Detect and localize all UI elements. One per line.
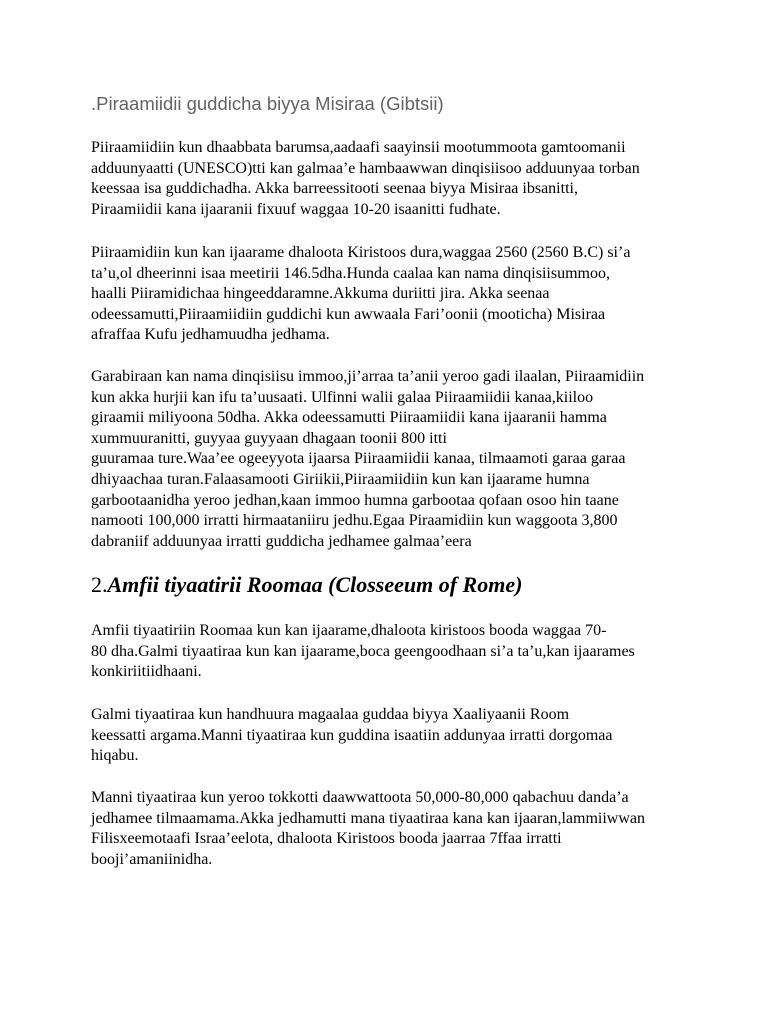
text-line: Filisxeemotaafi Israa’eelota, dhaloota Kiristoos booda jaarraa 7ffaa irratti xyxy=(91,830,562,848)
text-line: booji’amaniinidha. xyxy=(91,850,213,868)
text-line: giraamii miliyoona 50dha. Akka odeessamutti Piiraamiidii kana ijaaranii hamma xyxy=(91,409,607,427)
section-1-heading: .Piraamiidii guddicha biyya Misiraa (Gibtsii) xyxy=(91,93,444,114)
text-line: Garabiraan kan nama dinqisiisu immoo,ji’arraa ta’anii yeroo gadi ilaalan, Piiraamidiin xyxy=(91,368,645,385)
text-line: haalli Piiramidichaa hingeeddaramne.Akkuma duriitti jira. Akka seenaa xyxy=(91,285,550,303)
text-line: Manni tiyaatiraa kun yeroo tokkotti daawwattoota 50,000-80,000 qabachuu danda’a xyxy=(91,789,629,806)
section-2-number: 2. xyxy=(91,572,108,597)
section-2-heading xyxy=(91,571,522,599)
text-line: odeessamutti,Piiraamiidiin guddichi kun awwaala Fari’oonii (mooticha) Misiraa xyxy=(91,305,606,323)
section-2-paragraph-2 xyxy=(91,705,691,767)
text-line: dabraniif adduunyaa irratti guddicha jedhamee galmaa’eera xyxy=(91,532,472,550)
text-line: garbootaanidha yeroo jedhan,kaan immoo humna garbootaa qofaan osoo hin taane xyxy=(91,491,619,509)
text-line: dhiyaachaa turan.Falaasamooti Giriikii,Piiraamiidiin kun kan ijaarame humna xyxy=(91,470,590,488)
text-line: Piiraamidiin kun kan ijaarame dhaloota Kiristoos dura,waggaa 2560 (2560 B.C) si’a xyxy=(91,244,631,261)
text-line: guuramaa ture.Waa’ee ogeeyyota ijaarsa Piiraamiidii kanaa, tilmaamoti garaa garaa xyxy=(91,450,626,468)
text-line: jedhamee tilmaamama.Akka jedhamutti mana tiyaatiraa kana kan ijaaran,lammiiwwan xyxy=(91,809,645,827)
text-line: Galmi tiyaatiraa kun handhuura magaalaa guddaa biyya Xaaliyaanii Room xyxy=(91,706,570,723)
section-2-paragraph-1 xyxy=(91,621,691,683)
text-line: namooti 100,000 irratti hirmaataniiru jedhu.Egaa Piraamidiin kun waggoota 3,800 xyxy=(91,512,618,530)
text-line: adduunyaatti (UNESCO)tti kan galmaa’e hambaawwan dinqisiisoo adduunyaa torban xyxy=(91,159,640,177)
text-line: Piraamiidii kana ijaaranii fixuuf waggaa 10-20 isaanitti fudhate. xyxy=(91,200,501,218)
section-2-paragraph-3 xyxy=(91,788,691,870)
section-1-paragraph-2 xyxy=(91,243,691,346)
text-line: xummuuranitti, guyyaa guyyaan dhagaan toonii 800 itti xyxy=(91,429,447,447)
text-line: kun akka hurjii kan ifu ta’uusaati. Ulfinni walii galaa Piiraamiidii kanaa,kiiloo xyxy=(91,388,594,406)
section-2-title: Amfii tiyaatirii Roomaa (Closseeum of Rome) xyxy=(107,572,523,597)
text-line: 80 dha.Galmi tiyaatiraa kun kan ijaarame,boca geengoodhaan si’a ta’u,kan ijaarames xyxy=(91,642,635,660)
text-line: Amfii tiyaatiriin Roomaa kun kan ijaarame,dhaloota kiristoos booda waggaa 70- xyxy=(91,622,607,639)
text-line: keessaa isa guddichadha. Akka barreessitooti seenaa biyya Misiraa ibsanitti, xyxy=(91,180,578,198)
section-1-paragraph-3 xyxy=(91,367,691,552)
text-line: afraffaa Kufu jedhamuudha jedhama. xyxy=(91,326,330,344)
text-line: keessatti argama.Manni tiyaatiraa kun guddina isaatiin addunyaa irratti dorgomaa xyxy=(91,726,613,744)
text-line: Piiraamiidiin kun dhaabbata barumsa,aadaafi saayinsii mootummoota gamtoomanii xyxy=(91,139,626,156)
text-line: ta’u,ol dheerinni isaa meetirii 146.5dha.Hunda caalaa kan nama dinqisiisummoo, xyxy=(91,264,610,282)
section-1-paragraph-1 xyxy=(91,138,691,220)
text-line: konkiriitiidhaani. xyxy=(91,663,202,681)
text-line: hiqabu. xyxy=(91,747,139,765)
